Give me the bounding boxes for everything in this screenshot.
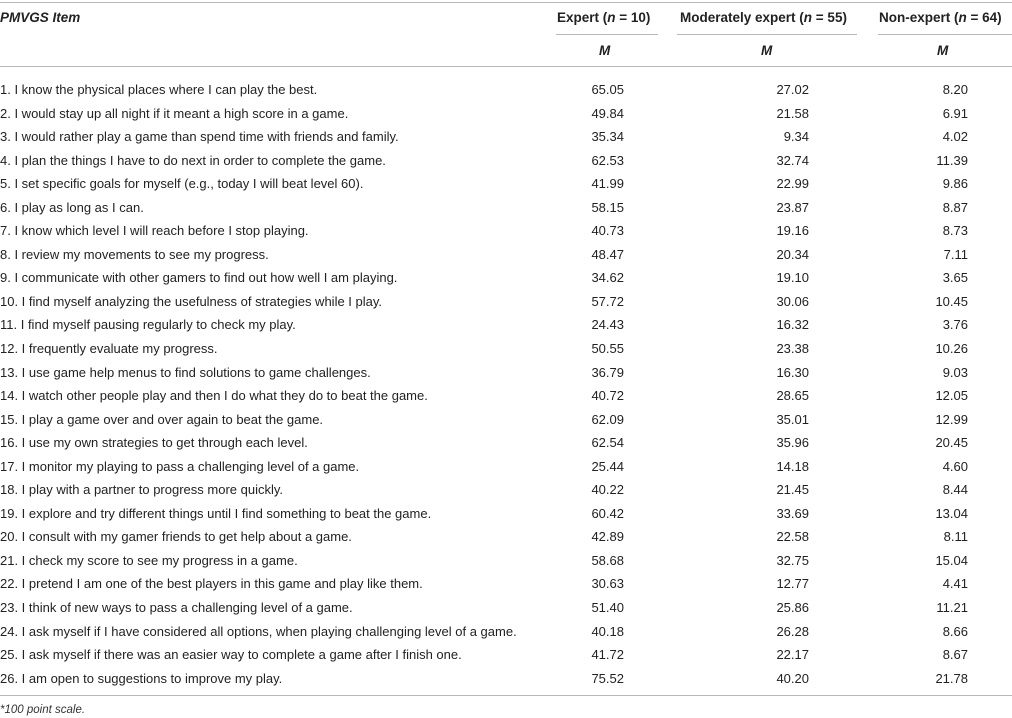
item-cell: 11. I find myself pausing regularly to check my play.: [0, 317, 296, 333]
moderately-expert-mean-cell: 19.16: [776, 223, 809, 239]
table-row: [0, 102, 1012, 126]
expert-mean-cell: 42.89: [591, 529, 624, 545]
non-expert-mean-cell: 8.44: [942, 482, 968, 498]
non-expert-mean-cell: 4.02: [942, 129, 968, 145]
moderately-expert-mean-cell: 35.01: [776, 411, 809, 427]
header-expert: Expert (n = 10): [557, 10, 651, 25]
non-expert-mean-cell: 8.20: [942, 82, 968, 97]
non-expert-mean-cell: 8.11: [943, 529, 968, 545]
item-cell: 1. I know the physical places where I can play the best.: [0, 82, 318, 97]
subheader-mean-non-expert: M: [937, 43, 949, 58]
moderately-expert-mean-cell: 32.75: [776, 552, 809, 568]
item-cell: 19. I explore and try different things until I find something to beat the game.: [0, 505, 432, 521]
expert-mean-cell: 41.99: [591, 176, 624, 192]
table-row: [0, 337, 1012, 361]
item-cell: 13. I use game help menus to find solutions to game challenges.: [0, 364, 371, 380]
moderately-expert-mean-cell: 19.10: [776, 270, 809, 286]
item-cell: 20. I consult with my gamer friends to get help about a game.: [0, 529, 352, 545]
moderately-expert-mean-cell: 33.69: [776, 505, 809, 521]
table-row: [0, 361, 1012, 385]
non-expert-mean-cell: 4.60: [942, 458, 968, 474]
non-expert-mean-cell: 7.11: [943, 246, 968, 262]
item-cell: 6. I play as long as I can.: [0, 199, 144, 215]
expert-mean-cell: 57.72: [591, 293, 624, 309]
moderately-expert-mean-cell: 21.58: [776, 105, 809, 121]
item-cell: 5. I set specific goals for myself (e.g., today I will beat level 60).: [0, 176, 364, 192]
expert-mean-cell: 58.15: [591, 199, 624, 215]
non-expert-mean-cell: 3.65: [942, 270, 968, 286]
table-row: [0, 313, 1012, 337]
non-expert-mean-cell: 9.03: [942, 364, 968, 380]
moderately-expert-mean-cell: 32.74: [776, 152, 809, 168]
expert-mean-cell: 25.44: [591, 458, 624, 474]
table-row: [0, 219, 1012, 243]
table-row: [0, 431, 1012, 455]
expert-mean-cell: 75.52: [591, 670, 624, 686]
non-expert-mean-cell: 15.04: [935, 552, 968, 568]
expert-mean-cell: 34.62: [591, 270, 624, 286]
expert-mean-cell: 58.68: [591, 552, 624, 568]
expert-mean-cell: 62.53: [591, 152, 624, 168]
table-row: [0, 572, 1012, 596]
moderately-expert-mean-cell: 26.28: [776, 623, 809, 639]
moderately-expert-mean-cell: 40.20: [776, 670, 809, 686]
table-row: [0, 290, 1012, 314]
moderately-expert-mean-cell: 16.30: [776, 364, 809, 380]
table-row: [0, 643, 1012, 667]
moderately-expert-mean-cell: 22.58: [776, 529, 809, 545]
moderately-expert-mean-cell: 20.34: [776, 246, 809, 262]
non-expert-mean-cell: 3.76: [942, 317, 968, 333]
table-row: [0, 78, 1012, 102]
nonexpert-header-rule: [878, 34, 1012, 35]
table-row: [0, 266, 1012, 290]
table-bottom-rule: [0, 695, 1012, 696]
expert-mean-cell: 24.43: [591, 317, 624, 333]
item-cell: 18. I play with a partner to progress more quickly.: [0, 482, 283, 498]
expert-mean-cell: 40.22: [591, 482, 624, 498]
expert-mean-cell: 40.72: [591, 388, 624, 404]
moderately-expert-mean-cell: 14.18: [776, 458, 809, 474]
expert-mean-cell: 30.63: [591, 576, 624, 592]
item-cell: 22. I pretend I am one of the best players in this game and play like them.: [0, 576, 423, 592]
item-cell: 8. I review my movements to see my progress.: [0, 246, 269, 262]
table-row: [0, 525, 1012, 549]
item-cell: 25. I ask myself if there was an easier way to complete a game after I finish one.: [0, 647, 462, 663]
table-row: [0, 502, 1012, 526]
table-row: [0, 384, 1012, 408]
non-expert-mean-cell: 8.67: [942, 647, 968, 663]
expert-header-rule: [556, 34, 658, 35]
item-cell: 4. I plan the things I have to do next in order to complete the game.: [0, 152, 386, 168]
expert-mean-cell: 41.72: [591, 647, 624, 663]
item-cell: 10. I find myself analyzing the usefulness of strategies while I play.: [0, 293, 383, 309]
table-row: [0, 667, 1012, 691]
non-expert-mean-cell: 10.26: [935, 341, 968, 357]
non-expert-mean-cell: 9.86: [942, 176, 968, 192]
non-expert-mean-cell: 20.45: [935, 435, 968, 451]
table-row: [0, 549, 1012, 573]
subheader-mean-expert: M: [599, 43, 611, 58]
item-cell: 26. I am open to suggestions to improve my play.: [0, 670, 283, 686]
moderate-header-rule: [677, 34, 857, 35]
non-expert-mean-cell: 8.87: [942, 199, 968, 215]
moderately-expert-mean-cell: 9.34: [783, 129, 809, 145]
expert-mean-cell: 49.84: [591, 105, 624, 121]
table-row: [0, 243, 1012, 267]
item-cell: 17. I monitor my playing to pass a challenging level of a game.: [0, 458, 360, 474]
moderately-expert-mean-cell: 35.96: [776, 435, 809, 451]
table-row: [0, 478, 1012, 502]
non-expert-mean-cell: 13.04: [935, 505, 968, 521]
expert-mean-cell: 36.79: [591, 364, 624, 380]
item-cell: 9. I communicate with other gamers to find out how well I am playing.: [0, 270, 398, 286]
item-cell: 7. I know which level I will reach before I stop playing.: [0, 223, 309, 239]
non-expert-mean-cell: 4.41: [942, 576, 968, 592]
item-cell: 12. I frequently evaluate my progress.: [0, 341, 218, 357]
expert-mean-cell: 62.54: [591, 435, 624, 451]
table-body: [0, 78, 1012, 690]
expert-mean-cell: 40.73: [591, 223, 624, 239]
table-row: [0, 620, 1012, 644]
item-cell: 14. I watch other people play and then I do what they do to beat the game.: [0, 388, 428, 404]
item-cell: 21. I check my score to see my progress in a game.: [0, 552, 298, 568]
non-expert-mean-cell: 11.39: [936, 152, 968, 168]
non-expert-mean-cell: 8.73: [942, 223, 968, 239]
expert-mean-cell: 40.18: [591, 623, 624, 639]
item-cell: 2. I would stay up all night if it meant a high score in a game.: [0, 105, 349, 121]
expert-mean-cell: 60.42: [591, 505, 624, 521]
moderately-expert-mean-cell: 23.38: [776, 341, 809, 357]
subheader-mean-moderately-expert: M: [761, 43, 773, 58]
expert-mean-cell: 48.47: [591, 246, 624, 262]
non-expert-mean-cell: 8.66: [942, 623, 968, 639]
footnote: *100 point scale.: [0, 704, 86, 716]
table-row: [0, 455, 1012, 479]
table-row: [0, 596, 1012, 620]
expert-mean-cell: 35.34: [591, 129, 624, 145]
non-expert-mean-cell: 12.99: [935, 411, 968, 427]
top-rule: [0, 2, 1012, 3]
item-cell: 24. I ask myself if I have considered all options, when playing challenging level of a game.: [0, 623, 517, 639]
item-cell: 23. I think of new ways to pass a challenging level of a game.: [0, 600, 353, 616]
expert-mean-cell: 65.05: [591, 82, 624, 97]
moderately-expert-mean-cell: 12.77: [776, 576, 809, 592]
expert-mean-cell: 62.09: [591, 411, 624, 427]
expert-mean-cell: 50.55: [591, 341, 624, 357]
header-non-expert: Non-expert (n = 64): [879, 10, 1002, 25]
moderately-expert-mean-cell: 30.06: [776, 293, 809, 309]
table-row: [0, 172, 1012, 196]
non-expert-mean-cell: 11.21: [936, 600, 968, 616]
moderately-expert-mean-cell: 22.17: [776, 647, 809, 663]
moderately-expert-mean-cell: 22.99: [776, 176, 809, 192]
header-item: PMVGS Item: [0, 10, 81, 25]
non-expert-mean-cell: 12.05: [935, 388, 968, 404]
header-moderately-expert: Moderately expert (n = 55): [680, 10, 847, 25]
header-bottom-rule: [0, 66, 1012, 67]
item-cell: 16. I use my own strategies to get through each level.: [0, 435, 308, 451]
table-row: [0, 149, 1012, 173]
moderately-expert-mean-cell: 16.32: [776, 317, 809, 333]
moderately-expert-mean-cell: 28.65: [776, 388, 809, 404]
expert-mean-cell: 51.40: [591, 600, 624, 616]
non-expert-mean-cell: 21.78: [935, 670, 968, 686]
table-row: [0, 125, 1012, 149]
table-row: [0, 196, 1012, 220]
item-cell: 3. I would rather play a game than spend time with friends and family.: [0, 129, 399, 145]
moderately-expert-mean-cell: 27.02: [776, 82, 809, 97]
non-expert-mean-cell: 10.45: [935, 293, 968, 309]
table-row: [0, 408, 1012, 432]
non-expert-mean-cell: 6.91: [942, 105, 968, 121]
moderately-expert-mean-cell: 21.45: [776, 482, 809, 498]
moderately-expert-mean-cell: 25.86: [776, 600, 809, 616]
moderately-expert-mean-cell: 23.87: [776, 199, 809, 215]
item-cell: 15. I play a game over and over again to beat the game.: [0, 411, 324, 427]
